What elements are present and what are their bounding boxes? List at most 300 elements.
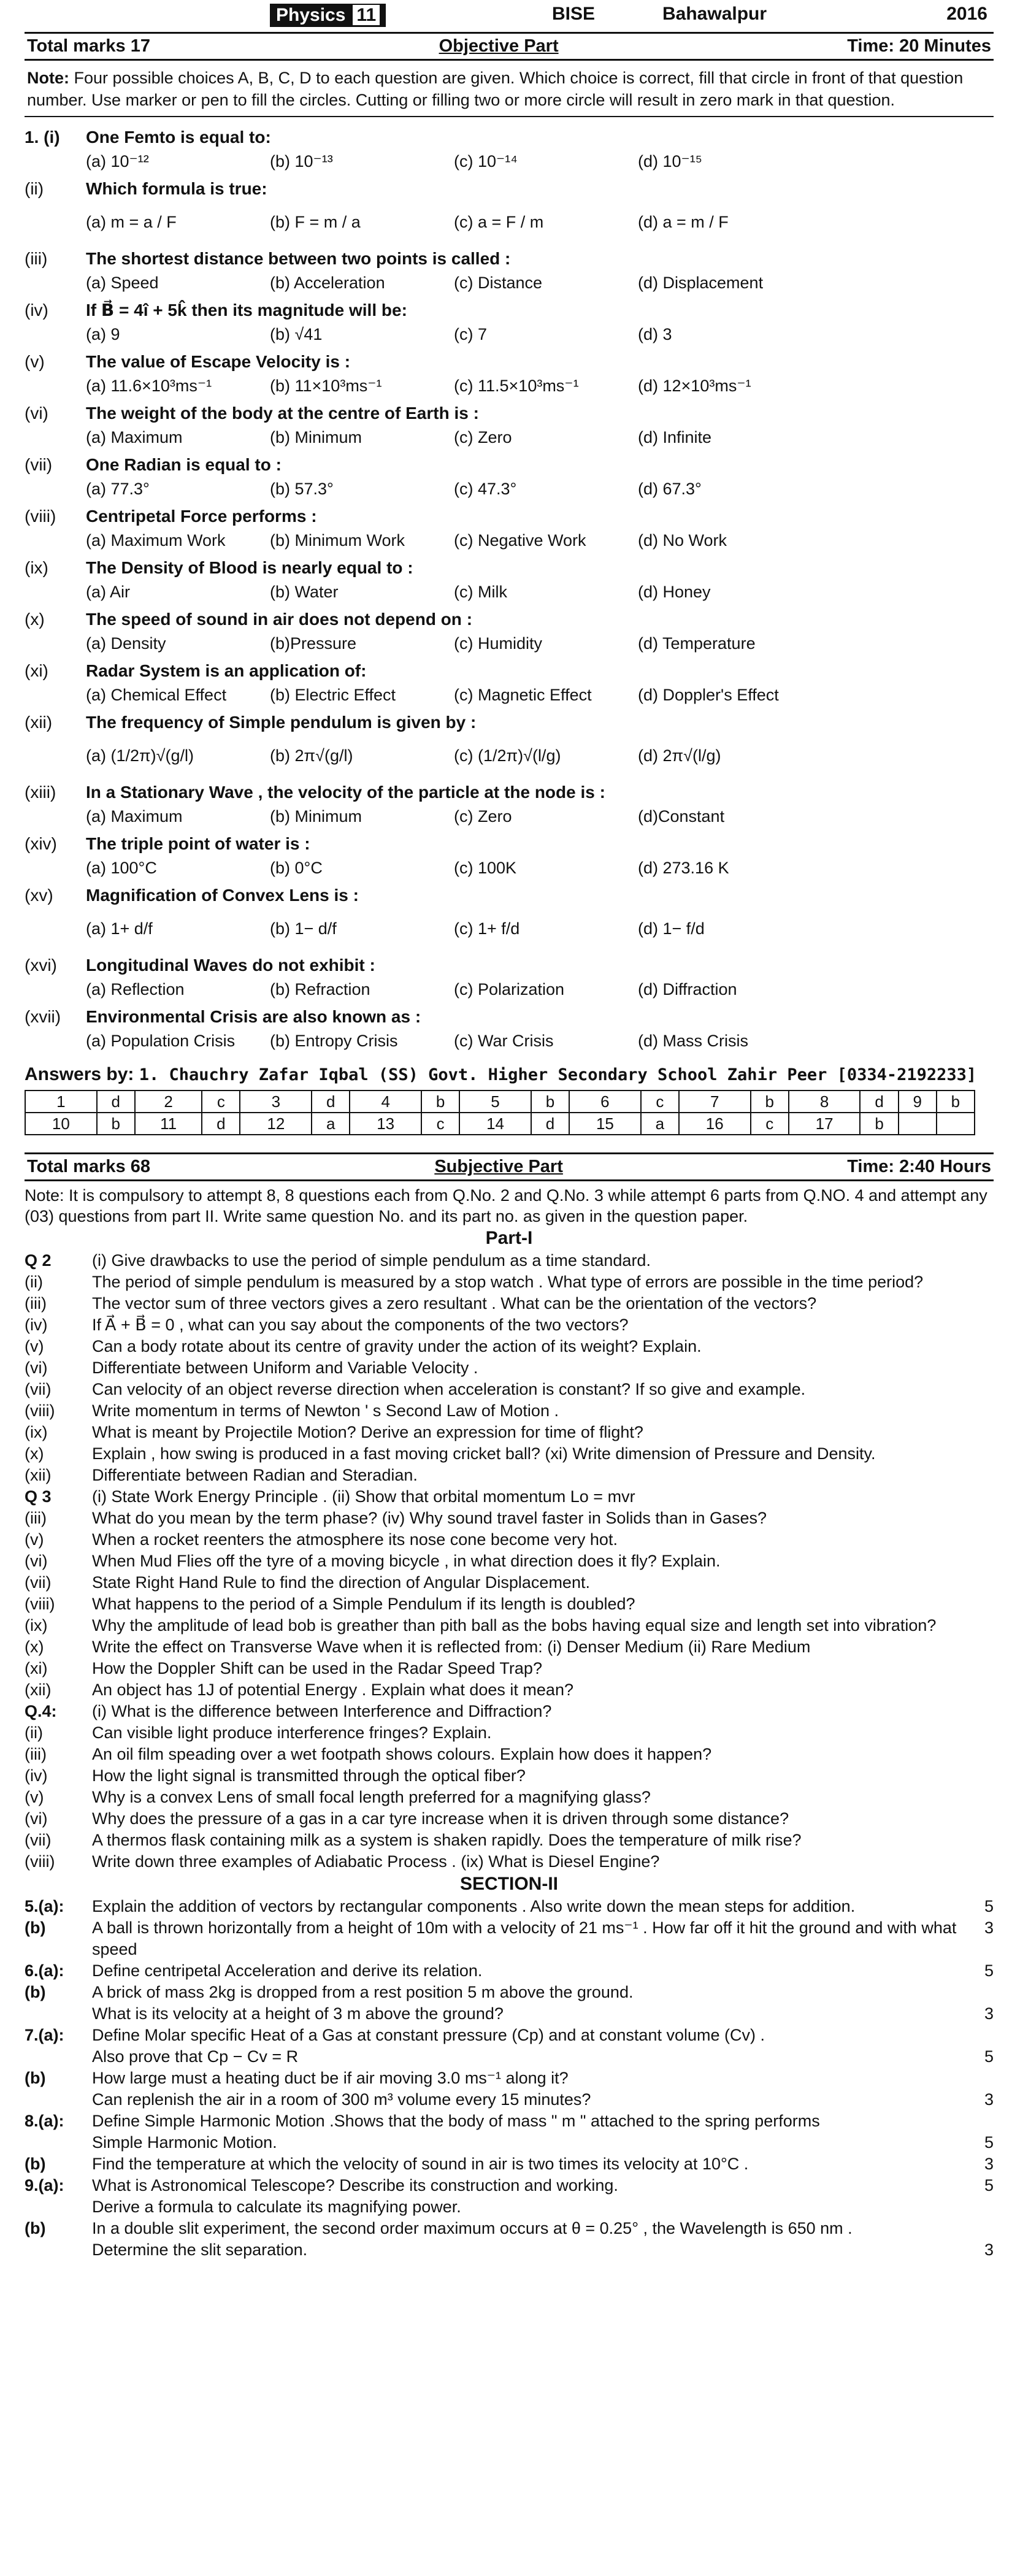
class-number: 11	[353, 5, 380, 25]
long-question-text: Find the temperature at which the velocity of sound in air is two times its velocity at 10°C .	[92, 2155, 749, 2173]
mcq-option: (c) 100K	[454, 859, 517, 877]
mcq-stem: In a Stationary Wave , the velocity of the particle at the node is :	[86, 783, 605, 802]
short-question-text: How the light signal is transmitted through the optical fiber?	[92, 1766, 526, 1785]
long-question-marks	[969, 2110, 994, 2132]
long-question-text: Define Molar specific Heat of a Gas at constant pressure (Cp) and at constant volume (Cv) .	[92, 2026, 765, 2044]
mcq-option: (b) Electric Effect	[270, 686, 396, 704]
mcq-stem: The speed of sound in air does not depend on :	[86, 610, 473, 629]
subjective-time: Time: 2:40 Hours	[847, 1157, 991, 1176]
answer-key-cell: 11	[135, 1113, 202, 1135]
mcq-stem: Centripetal Force performs :	[86, 507, 317, 526]
mcq-option: (c) 10⁻¹⁴	[454, 152, 518, 171]
mcq-stem-line	[25, 505, 994, 528]
answer-key-cell: d	[860, 1091, 898, 1113]
mcq-option: (b) 0°C	[270, 859, 323, 877]
mcq-number: (viii)	[25, 507, 56, 526]
mcq-options	[25, 201, 994, 243]
mcq-option: (b) √41	[270, 325, 323, 343]
subjective-total-marks: Total marks 68	[27, 1157, 150, 1176]
long-question	[25, 2218, 994, 2239]
answers-heading	[25, 1064, 994, 1085]
short-question	[25, 1851, 994, 1873]
mcq-option: (d) Mass Crisis	[638, 1032, 748, 1050]
long-question-number	[25, 2046, 92, 2068]
mcq-option: (c) 7	[454, 325, 487, 343]
short-question-number: (viii)	[25, 1401, 55, 1420]
short-question-number: (iii)	[25, 1509, 47, 1527]
short-question	[25, 1357, 994, 1379]
mcq-option: (d) 2π√(l/g)	[638, 746, 721, 765]
mcq-question	[25, 711, 994, 777]
q3-list	[25, 1486, 994, 1701]
mcq-options	[25, 322, 994, 347]
short-question-number: (v)	[25, 1337, 44, 1355]
mcq-question	[25, 781, 994, 829]
mcq-stem-line	[25, 453, 994, 477]
mcq-question	[25, 832, 994, 880]
long-question-number: 9.(a):	[25, 2176, 64, 2195]
subjective-note: Note: It is compulsory to attempt 8, 8 questions each from Q.No. 2 and Q.No. 3 while attempt 6 parts from Q.NO. 4 and attempt any (03) questions from part II. Write same question No. and its part no. as given in the question paper.	[25, 1186, 987, 1225]
short-question-text: Differentiate between Uniform and Variable Velocity .	[92, 1359, 478, 1377]
short-question-number: (ii)	[25, 1723, 43, 1742]
mcq-question	[25, 659, 994, 707]
mcq-option: (b) Refraction	[270, 980, 370, 999]
mcq-options	[25, 683, 994, 707]
short-question-text: The period of simple pendulum is measured by a stop watch . What type of errors are possible in the time period?	[92, 1273, 924, 1291]
long-question	[25, 2175, 994, 2196]
short-question	[25, 1400, 994, 1422]
long-question-number	[25, 2132, 92, 2153]
mcq-stem-line	[25, 177, 994, 201]
mcq-stem-line	[25, 126, 994, 149]
mcq-option: (a) Density	[86, 634, 166, 653]
short-question-text: If A⃗ + B⃗ = 0 , what can you say about the components of the two vectors?	[92, 1316, 629, 1334]
mcq-option: (a) 100°C	[86, 859, 157, 877]
mcq-option: (c) Zero	[454, 807, 512, 826]
short-question-text: Can visible light produce interference fringes? Explain.	[92, 1723, 492, 1742]
mcq-option: (d) Temperature	[638, 634, 756, 653]
short-question-text: What happens to the period of a Simple Pendulum if its length is doubled?	[92, 1595, 635, 1613]
long-question-number	[25, 2239, 92, 2261]
long-question	[25, 2239, 994, 2261]
mcq-number: (v)	[25, 352, 45, 371]
mcq-number: (iii)	[25, 249, 48, 268]
mcq-stem: If B⃗ = 4î + 5k̂ then its magnitude will be:	[86, 301, 407, 320]
answer-key-cell: 5	[459, 1091, 531, 1113]
long-question-number: (b)	[25, 2219, 46, 2237]
mcq-option: (a) Maximum	[86, 428, 183, 447]
answer-key-cell: 2	[135, 1091, 202, 1113]
long-question-text: How large must a heating duct be if air moving 3.0 ms⁻¹ along it?	[92, 2069, 569, 2087]
answer-key-cell: 17	[789, 1113, 861, 1135]
short-question	[25, 1551, 994, 1572]
mcq-number: 1. (i)	[25, 128, 60, 147]
mcq-stem-line	[25, 832, 994, 856]
short-question	[25, 1722, 994, 1744]
board-city: Bahawalpur	[662, 4, 767, 24]
mcq-stem-line	[25, 350, 994, 374]
short-question-text: Write the effect on Transverse Wave when it is reflected from: (i) Denser Medium (ii) Rare Medium	[92, 1638, 811, 1656]
mcq-options	[25, 977, 994, 1002]
mcq-question	[25, 954, 994, 1002]
long-question-marks	[969, 2196, 994, 2218]
answer-key-cell: c	[421, 1113, 459, 1135]
answer-key-cell: d	[312, 1091, 350, 1113]
short-question-text: Can a body rotate about its centre of gravity under the action of its weight? Explain.	[92, 1337, 702, 1355]
short-question-text: An oil film speading over a wet footpath shows colours. Explain how does it happen?	[92, 1745, 712, 1763]
mcq-option: (b) 2π√(g/l)	[270, 746, 353, 765]
short-question	[25, 1615, 994, 1636]
mcq-option: (a) (1/2π)√(g/l)	[86, 746, 194, 765]
answer-key-cell: 4	[350, 1091, 421, 1113]
mcq-option: (d) Displacement	[638, 274, 764, 292]
mcq-option: (d) 273.16 K	[638, 859, 729, 877]
mcq-options	[25, 631, 994, 656]
mcq-option: (a) Speed	[86, 274, 159, 292]
mcq-question	[25, 126, 994, 174]
answer-key-cell: d	[202, 1113, 240, 1135]
mcq-number: (xvi)	[25, 956, 57, 975]
mcq-number: (vi)	[25, 404, 48, 423]
short-question-text: (i) State Work Energy Principle . (ii) Show that orbital momentum Lo = mvr	[92, 1487, 635, 1506]
answer-key-cell	[899, 1113, 937, 1135]
short-question	[25, 1808, 994, 1830]
mcq-number: (xiii)	[25, 783, 56, 802]
answer-key-cell: c	[641, 1091, 679, 1113]
answer-key-cell: d	[531, 1113, 569, 1135]
mcq-option: (a) m = a / F	[86, 213, 177, 231]
answer-key-cell: b	[751, 1091, 789, 1113]
answer-key-cell: 15	[569, 1113, 641, 1135]
answers-by: 1. Chauchry Zafar Iqbal (SS) Govt. Higher Secondary School Zahir Peer [0334-2192233]	[139, 1065, 977, 1084]
short-question	[25, 1830, 994, 1851]
long-question-marks: 5	[984, 2176, 994, 2195]
long-question-number: 5.(a):	[25, 1897, 64, 1915]
mcq-option: (d) a = m / F	[638, 213, 729, 231]
mcq-option: (a) Maximum Work	[86, 531, 226, 550]
mcq-options	[25, 374, 994, 398]
short-question-text: (i) Give drawbacks to use the period of simple pendulum as a time standard.	[92, 1251, 651, 1270]
long-question	[25, 1917, 994, 1960]
mcq-option: (c) 11.5×10³ms⁻¹	[454, 377, 579, 395]
mcq-stem-line	[25, 402, 994, 425]
mcq-question	[25, 247, 994, 295]
mcq-option: (c) Distance	[454, 274, 543, 292]
short-question	[25, 1529, 994, 1551]
subject-badge	[270, 4, 386, 27]
long-question-number: (b)	[25, 2069, 46, 2087]
short-question-number: (xii)	[25, 1681, 52, 1699]
answer-key-cell: 1	[25, 1091, 97, 1113]
mcq-option: (a) Reflection	[86, 980, 185, 999]
short-question	[25, 1465, 994, 1486]
mcq-option: (d) 12×10³ms⁻¹	[638, 377, 751, 395]
short-question-text: An object has 1J of potential Energy . Explain what does it mean?	[92, 1681, 573, 1699]
short-question	[25, 1787, 994, 1808]
mcq-question	[25, 402, 994, 450]
mcq-option: (a) Chemical Effect	[86, 686, 227, 704]
note-text: Four possible choices A, B, C, D to each question are given. Which choice is correct, fill that circle in front of that question number. Use marker or pen to fill the circles. Cutting or filling two or more circle will result in zero mark in that question.	[27, 69, 964, 109]
short-question-number: (x)	[25, 1638, 44, 1656]
long-question-marks	[969, 2218, 994, 2239]
mcq-option: (d)Constant	[638, 807, 725, 826]
mcq-number: (xiv)	[25, 834, 57, 853]
mcq-options	[25, 270, 994, 295]
subjective-title: Subjective Part	[434, 1157, 563, 1176]
short-question	[25, 1679, 994, 1701]
short-question-number: (iv)	[25, 1316, 48, 1334]
long-question-text: Determine the slit separation.	[92, 2241, 308, 2259]
mcq-list	[25, 126, 994, 1053]
short-question-number: Q 2	[25, 1251, 52, 1270]
answer-key-cell	[937, 1113, 975, 1135]
long-question-number	[25, 2089, 92, 2110]
answer-key-cell: 14	[459, 1113, 531, 1135]
answer-key-cell: d	[97, 1091, 135, 1113]
short-question-number: Q 3	[25, 1487, 52, 1506]
short-question-text: A thermos flask containing milk as a system is shaken rapidly. Does the temperature of milk rise?	[92, 1831, 802, 1849]
mcq-option: (d) 1− f/d	[638, 919, 705, 938]
long-question-text: In a double slit experiment, the second order maximum occurs at θ = 0.25° , the Wavelength is 650 nm .	[92, 2219, 853, 2237]
short-question	[25, 1422, 994, 1443]
mcq-option: (d) Infinite	[638, 428, 712, 447]
answer-key-row	[25, 1091, 975, 1113]
short-question	[25, 1336, 994, 1357]
answer-key-row	[25, 1113, 975, 1135]
long-question-text: Define Simple Harmonic Motion .Shows that the body of mass " m " attached to the spring performs	[92, 2112, 820, 2130]
mcq-stem-line	[25, 299, 994, 322]
mcq-option: (b) 57.3°	[270, 480, 334, 498]
mcq-number: (ii)	[25, 179, 44, 198]
short-question	[25, 1508, 994, 1529]
long-question-text: Explain the addition of vectors by rectangular components . Also write down the mean steps for addition.	[92, 1897, 856, 1915]
note-label: Note:	[27, 69, 69, 87]
objective-total-marks: Total marks 17	[27, 36, 150, 56]
short-question-text: Differentiate between Radian and Steradian.	[92, 1466, 418, 1484]
mcq-stem: Which formula is true:	[86, 179, 267, 198]
mcq-stem: One Radian is equal to :	[86, 455, 282, 474]
q4-list	[25, 1701, 994, 1873]
mcq-stem-line	[25, 781, 994, 804]
short-question-text: How the Doppler Shift can be used in the Radar Speed Trap?	[92, 1659, 542, 1677]
short-question-number: (vii)	[25, 1573, 52, 1592]
long-question-text: What is Astronomical Telescope? Describe its construction and working.	[92, 2176, 618, 2195]
short-question-text: Why the amplitude of lead bob is greather than pith ball as the bobs having equal size and length set into vibration?	[92, 1616, 937, 1635]
paper-header	[25, 0, 994, 32]
short-question-number: (xii)	[25, 1466, 52, 1484]
mcq-option: (d) 3	[638, 325, 672, 343]
long-question-number: (b)	[25, 1919, 46, 1937]
short-question-text: What do you mean by the term phase? (iv) Why sound travel faster in Solids than in Gases?	[92, 1509, 767, 1527]
mcq-number: (xvii)	[25, 1007, 61, 1026]
mcq-options	[25, 804, 994, 829]
mcq-option: (d) Doppler's Effect	[638, 686, 779, 704]
mcq-question	[25, 453, 994, 501]
long-question-marks: 5	[984, 1897, 994, 1915]
short-question	[25, 1379, 994, 1400]
mcq-options	[25, 528, 994, 553]
mcq-option: (c) Zero	[454, 428, 512, 447]
mcq-number: (vii)	[25, 455, 53, 474]
mcq-option: (a) 11.6×10³ms⁻¹	[86, 377, 212, 395]
short-question	[25, 1593, 994, 1615]
mcq-option: (c) (1/2π)√(l/g)	[454, 746, 561, 765]
mcq-option: (c) 47.3°	[454, 480, 517, 498]
mcq-options	[25, 907, 994, 950]
mcq-number: (ix)	[25, 558, 48, 577]
long-questions-list	[25, 1896, 994, 2261]
mcq-option: (b) Entropy Crisis	[270, 1032, 398, 1050]
mcq-option: (a) 1+ d/f	[86, 919, 153, 938]
mcq-options	[25, 477, 994, 501]
mcq-option: (b) Water	[270, 583, 339, 601]
mcq-stem: Environmental Crisis are also known as :	[86, 1007, 421, 1026]
short-question	[25, 1636, 994, 1658]
mcq-stem: One Femto is equal to:	[86, 128, 271, 147]
answer-key-cell: b	[531, 1091, 569, 1113]
mcq-number: (iv)	[25, 301, 48, 320]
short-question-number: Q.4:	[25, 1702, 57, 1720]
subjective-header	[25, 1152, 994, 1181]
mcq-question	[25, 299, 994, 347]
long-question-number: 8.(a):	[25, 2112, 64, 2130]
answer-key-cell: 12	[240, 1113, 312, 1135]
mcq-stem: Longitudinal Waves do not exhibit :	[86, 956, 375, 975]
mcq-option: (b) Minimum Work	[270, 531, 405, 550]
long-question-marks: 3	[984, 2241, 994, 2259]
mcq-stem-line	[25, 608, 994, 631]
mcq-option: (d) No Work	[638, 531, 727, 550]
long-question-number	[25, 2196, 92, 2218]
long-question-marks	[969, 1982, 994, 2003]
short-question-number: (viii)	[25, 1595, 55, 1613]
long-question-marks	[969, 2068, 994, 2089]
long-question-number	[25, 2003, 92, 2025]
long-question-text: A brick of mass 2kg is dropped from a rest position 5 m above the ground.	[92, 1983, 634, 2001]
mcq-option: (c) a = F / m	[454, 213, 544, 231]
mcq-option: (b) 1− d/f	[270, 919, 337, 938]
answer-key-cell: c	[202, 1091, 240, 1113]
short-question-number: (vi)	[25, 1552, 48, 1570]
mcq-stem-line	[25, 884, 994, 907]
mcq-option: (a) Maximum	[86, 807, 183, 826]
objective-note	[25, 61, 994, 117]
mcq-option: (a) 77.3°	[86, 480, 150, 498]
long-question-number: 7.(a):	[25, 2026, 64, 2044]
long-question-text: Simple Harmonic Motion.	[92, 2133, 277, 2152]
long-question-marks	[969, 2025, 994, 2046]
mcq-options	[25, 580, 994, 604]
mcq-option: (d) Honey	[638, 583, 711, 601]
short-question	[25, 1250, 994, 1271]
mcq-option: (b) 10⁻¹³	[270, 152, 333, 171]
mcq-number: (x)	[25, 610, 45, 629]
short-question-number: (xi)	[25, 1659, 48, 1677]
long-question-text: Derive a formula to calculate its magnifying power.	[92, 2198, 461, 2216]
mcq-option: (d) 10⁻¹⁵	[638, 152, 702, 171]
long-question-number: (b)	[25, 1983, 46, 2001]
mcq-stem-line	[25, 711, 994, 734]
answer-key-cell: c	[751, 1113, 789, 1135]
short-question-text: Explain , how swing is produced in a fast moving cricket ball? (xi) Write dimension of Pressure and Density.	[92, 1444, 876, 1463]
long-question-marks: 3	[984, 2090, 994, 2109]
short-question	[25, 1658, 994, 1679]
mcq-options	[25, 1029, 994, 1053]
mcq-question	[25, 1005, 994, 1053]
long-question-marks: 5	[984, 2047, 994, 2066]
long-question	[25, 2089, 994, 2110]
mcq-question	[25, 350, 994, 398]
long-question-text: A ball is thrown horizontally from a height of 10m with a velocity of 21 ms⁻¹ . How far off it hit the ground and with what speed	[92, 1919, 957, 1958]
short-question	[25, 1744, 994, 1765]
long-question	[25, 2025, 994, 2046]
answers-label: Answers by:	[25, 1064, 134, 1084]
mcq-options	[25, 425, 994, 450]
mcq-option: (c) Negative Work	[454, 531, 586, 550]
short-question-number: (ix)	[25, 1423, 48, 1441]
mcq-option: (b)Pressure	[270, 634, 357, 653]
answer-key-cell: 6	[569, 1091, 641, 1113]
short-question-text: Can velocity of an object reverse direction when acceleration is constant? If so give and example.	[92, 1380, 806, 1398]
short-question-text: When a rocket reenters the atmosphere its nose cone become very hot.	[92, 1530, 618, 1549]
part-1-heading: Part-I	[485, 1228, 533, 1248]
objective-title: Objective Part	[439, 36, 559, 56]
short-question-number: (vi)	[25, 1809, 48, 1828]
board-name: BISE	[552, 4, 596, 24]
short-question-number: (viii)	[25, 1852, 55, 1871]
mcq-options	[25, 734, 994, 777]
mcq-stem: Magnification of Convex Lens is :	[86, 886, 359, 905]
mcq-option: (a) 10⁻¹²	[86, 152, 149, 171]
mcq-option: (a) 9	[86, 325, 120, 343]
short-question-number: (ii)	[25, 1273, 43, 1291]
long-question	[25, 2132, 994, 2153]
short-question-text: Why does the pressure of a gas in a car tyre increase when it is driven through some distance?	[92, 1809, 789, 1828]
short-question	[25, 1293, 994, 1314]
mcq-stem: The value of Escape Velocity is :	[86, 352, 351, 371]
short-question-number: (vii)	[25, 1380, 52, 1398]
mcq-option: (c) Humidity	[454, 634, 543, 653]
q2-list	[25, 1250, 994, 1486]
long-question	[25, 2068, 994, 2089]
mcq-stem-line	[25, 556, 994, 580]
short-question-number: (iii)	[25, 1294, 47, 1313]
mcq-stem-line	[25, 1005, 994, 1029]
short-question-text: Write down three examples of Adiabatic Process . (ix) What is Diesel Engine?	[92, 1852, 660, 1871]
long-question	[25, 2153, 994, 2175]
long-question	[25, 1982, 994, 2003]
long-question-marks: 5	[984, 2133, 994, 2152]
mcq-option: (a) Air	[86, 583, 131, 601]
answer-key-cell: 10	[25, 1113, 97, 1135]
long-question-marks: 3	[984, 1919, 994, 1937]
mcq-stem: The triple point of water is :	[86, 834, 310, 853]
long-question	[25, 2196, 994, 2218]
answer-key-cell: 13	[350, 1113, 421, 1135]
mcq-option: (b) Minimum	[270, 807, 362, 826]
mcq-question	[25, 556, 994, 604]
short-question-number: (iv)	[25, 1766, 48, 1785]
mcq-stem-line	[25, 247, 994, 270]
short-question-text: When Mud Flies off the tyre of a moving bicycle , in what direction does it fly? Explain.	[92, 1552, 721, 1570]
mcq-number: (xi)	[25, 661, 48, 680]
short-question-number: (v)	[25, 1788, 44, 1806]
short-question-text: (i) What is the difference between Interference and Diffraction?	[92, 1702, 552, 1720]
mcq-option: (b) Acceleration	[270, 274, 385, 292]
mcq-option: (c) Milk	[454, 583, 507, 601]
mcq-option: (c) Magnetic Effect	[454, 686, 592, 704]
long-question-marks: 5	[984, 1961, 994, 1980]
